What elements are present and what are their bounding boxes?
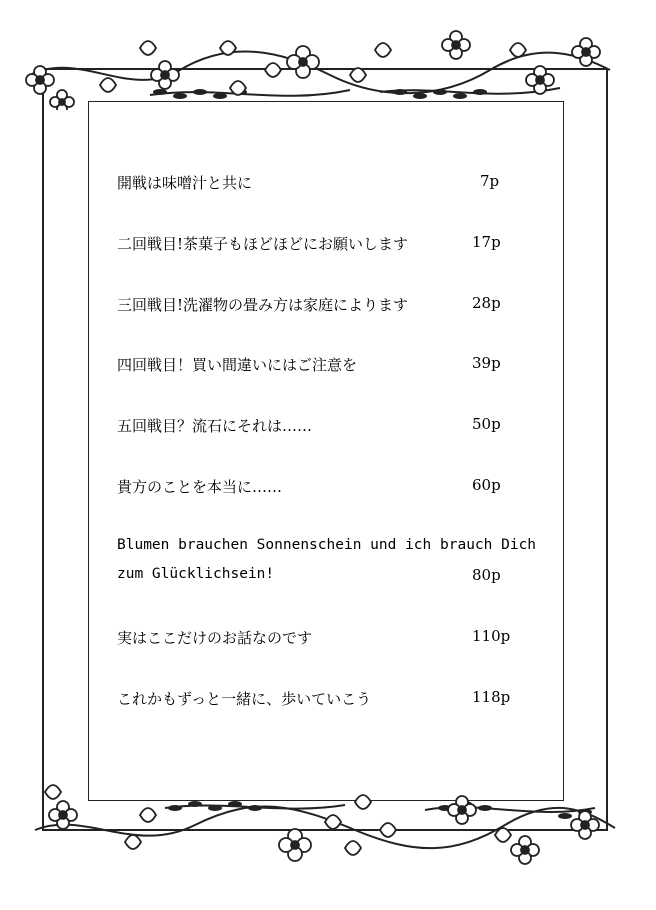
toc-page: 39p	[472, 354, 501, 372]
toc-page: 110p	[472, 627, 511, 645]
toc-page: 7p	[480, 172, 500, 190]
toc-title: 実はここだけのお話なのです	[117, 629, 313, 647]
toc-page: 60p	[472, 476, 501, 494]
toc-page: 17p	[472, 233, 501, 251]
toc-page: 28p	[472, 294, 501, 312]
toc-page: 118p	[472, 688, 511, 706]
toc-title: 四回戦目！買い間違いにはご注意を	[117, 356, 358, 374]
toc-title-line2: zum Glücklichsein!	[117, 566, 275, 582]
floral-top-border-icon	[20, 30, 620, 110]
toc-title: 二回戦目!茶菓子もほどほどにお願いします	[117, 235, 409, 253]
toc-title: 貴方のことを本当に……	[117, 478, 283, 496]
toc-title: 開戦は味噌汁と共に	[117, 174, 253, 192]
toc-page: 50p	[472, 415, 501, 433]
toc-title: 五回戦目？流石にそれは……	[117, 417, 313, 435]
toc-title: 三回戦目!洗濯物の畳み方は家庭によります	[117, 296, 409, 314]
toc-title: これかもずっと一緒に、歩いていこう	[117, 690, 372, 708]
toc-title: Blumen brauchen Sonnenschein und ich brauch Dich	[117, 537, 537, 553]
floral-bottom-border-icon	[25, 780, 625, 870]
toc-page: 80p	[472, 566, 501, 584]
